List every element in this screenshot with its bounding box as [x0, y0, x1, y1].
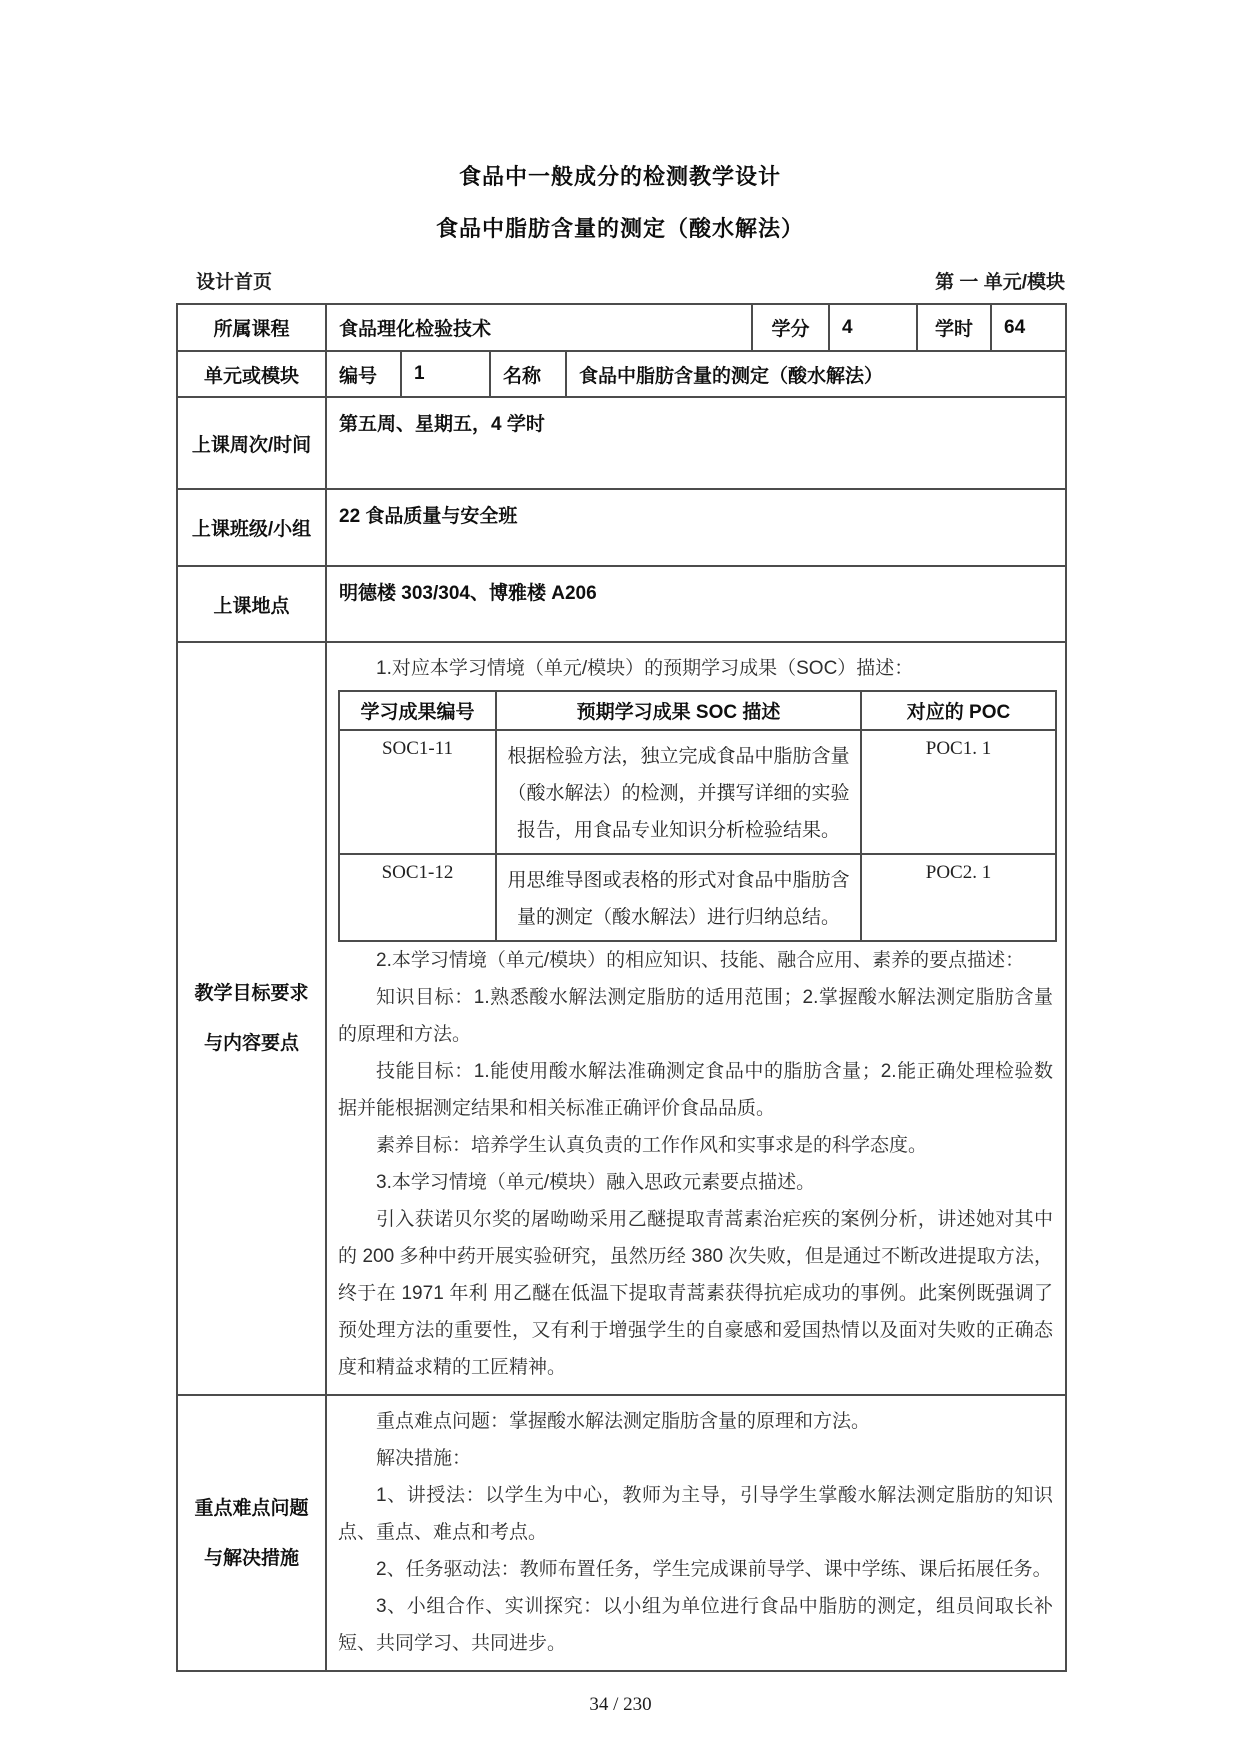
course-label: 所属课程: [177, 304, 326, 351]
soc-header-poc: 对应的 POC: [861, 691, 1056, 730]
difficulties-paragraph: 2、任务驱动法：教师布置任务，学生完成课前导学、课中学练、课后拓展任务。: [376, 1559, 1052, 1580]
document-body: [176, 267, 1065, 1716]
difficulties-paragraph: 解决措施：: [376, 1448, 472, 1469]
location-label: 上课地点: [177, 566, 326, 642]
course-name-value: 食品理化检验技术: [326, 304, 752, 351]
unit-number-label: 第 一 单元/模块: [935, 272, 1065, 293]
objectives-label: [177, 642, 326, 1395]
credit-label: 学分: [752, 304, 829, 351]
table-row-difficulties: [177, 1395, 1066, 1671]
objectives-content: [326, 642, 1066, 1395]
credit-value: 4: [829, 304, 917, 351]
soc-description: 根据检验方法，独立完成食品中脂肪含量（酸水解法）的检测，并撰写详细的实验报告，用食品专业知识分析检验结果。: [496, 730, 861, 854]
objectives-paragraph: 知识目标：1.熟悉酸水解法测定脂肪的适用范围；2.掌握酸水解法测定脂肪含量的原理和方法。: [338, 987, 1054, 1045]
course-info-table: [176, 303, 1067, 1672]
difficulties-content: [326, 1395, 1066, 1671]
unit-label: 单元或模块: [177, 351, 326, 397]
unit-name-label: 名称: [490, 351, 566, 397]
meta-row: [176, 267, 1065, 294]
soc-row: [339, 854, 1056, 941]
week-value: 第五周、星期五，4 学时: [326, 397, 1066, 489]
objectives-paragraph: 素养目标：培养学生认真负责的工作作风和实事求是的科学态度。: [376, 1135, 928, 1156]
unit-no-value: 1: [401, 351, 490, 397]
hours-label: 学时: [917, 304, 991, 351]
objectives-label-line2: 与内容要点: [203, 1033, 299, 1054]
soc-header-id: 学习成果编号: [339, 691, 496, 730]
soc-poc: POC1. 1: [861, 730, 1056, 854]
soc-id: SOC1-11: [339, 730, 496, 854]
soc-id: SOC1-12: [339, 854, 496, 941]
table-row-location: [177, 566, 1066, 642]
unit-name-value: 食品中脂肪含量的测定（酸水解法）: [566, 351, 1066, 397]
hours-value: 64: [991, 304, 1066, 351]
difficulties-paragraph: 3、小组合作、实训探究：以小组为单位进行食品中脂肪的测定，组员间取长补短、共同学习、共同进步。: [338, 1596, 1054, 1654]
class-value: 22 食品质量与安全班: [326, 489, 1066, 566]
document-title-line2: 食品中脂肪含量的测定（酸水解法）: [435, 216, 804, 241]
difficulties-paragraph: 1、讲授法：以学生为中心，教师为主导，引导学生掌酸水解法测定脂肪的知识点、重点、难点和考点。: [338, 1485, 1054, 1543]
objectives-paragraph: 3.本学习情境（单元/模块）融入思政元素要点描述。: [376, 1172, 816, 1193]
week-label: 上课周次/时间: [177, 397, 326, 489]
soc-header-row: [339, 691, 1056, 730]
page-number: 34 / 230: [589, 1694, 652, 1715]
difficulties-label: [177, 1395, 326, 1671]
soc-row: [339, 730, 1056, 854]
soc-header-desc: 预期学习成果 SOC 描述: [496, 691, 861, 730]
soc-description: 用思维导图或表格的形式对食品中脂肪含量的测定（酸水解法）进行归纳总结。: [496, 854, 861, 941]
soc-poc: POC2. 1: [861, 854, 1056, 941]
table-row-week: [177, 397, 1066, 489]
document-title-line1: 食品中一般成分的检测教学设计: [458, 164, 781, 189]
objectives-paragraph: 引入获诺贝尔奖的屠呦呦采用乙醚提取青蒿素治疟疾的案例分析，讲述她对其中的 200 多种中药开展实验研究，虽然历经 380 次失败，但是通过不断改进提取方法，终于在 1971 年利 用乙醚在低温下提取青蒿素获得抗疟成功的事例。此案例既强调了预处理方法的重要性，又有利于增强学生的自豪感和爱国热情以及面对失败的正确态度和精益求精的工匠精神。: [338, 1209, 1054, 1378]
location-value: 明德楼 303/304、博雅楼 A206: [326, 566, 1066, 642]
difficulties-paragraph: 重点难点问题：掌握酸水解法测定脂肪含量的原理和方法。: [376, 1411, 871, 1432]
difficulties-label-line1: 重点难点问题: [194, 1497, 309, 1519]
difficulties-label-line2: 与解决措施: [203, 1547, 299, 1569]
soc-intro-line: 1.对应本学习情境（单元/模块）的预期学习成果（SOC）描述：: [376, 658, 914, 679]
soc-table: [338, 690, 1057, 942]
objectives-label-line1: 教学目标要求: [194, 983, 309, 1004]
objectives-paragraph: 技能目标：1.能使用酸水解法准确测定食品中的脂肪含量；2.能正确处理检验数据并能根据测定结果和相关标准正确评价食品品质。: [338, 1061, 1054, 1119]
table-row-class: [177, 489, 1066, 566]
table-row-unit: [177, 351, 1066, 397]
objectives-paragraph: 2.本学习情境（单元/模块）的相应知识、技能、融合应用、素养的要点描述：: [376, 950, 1025, 971]
table-row-objectives: [177, 642, 1066, 1395]
design-front-page-label: 设计首页: [196, 272, 273, 293]
class-label: 上课班级/小组: [177, 489, 326, 566]
unit-no-label: 编号: [326, 351, 401, 397]
table-row-course: [177, 304, 1066, 351]
